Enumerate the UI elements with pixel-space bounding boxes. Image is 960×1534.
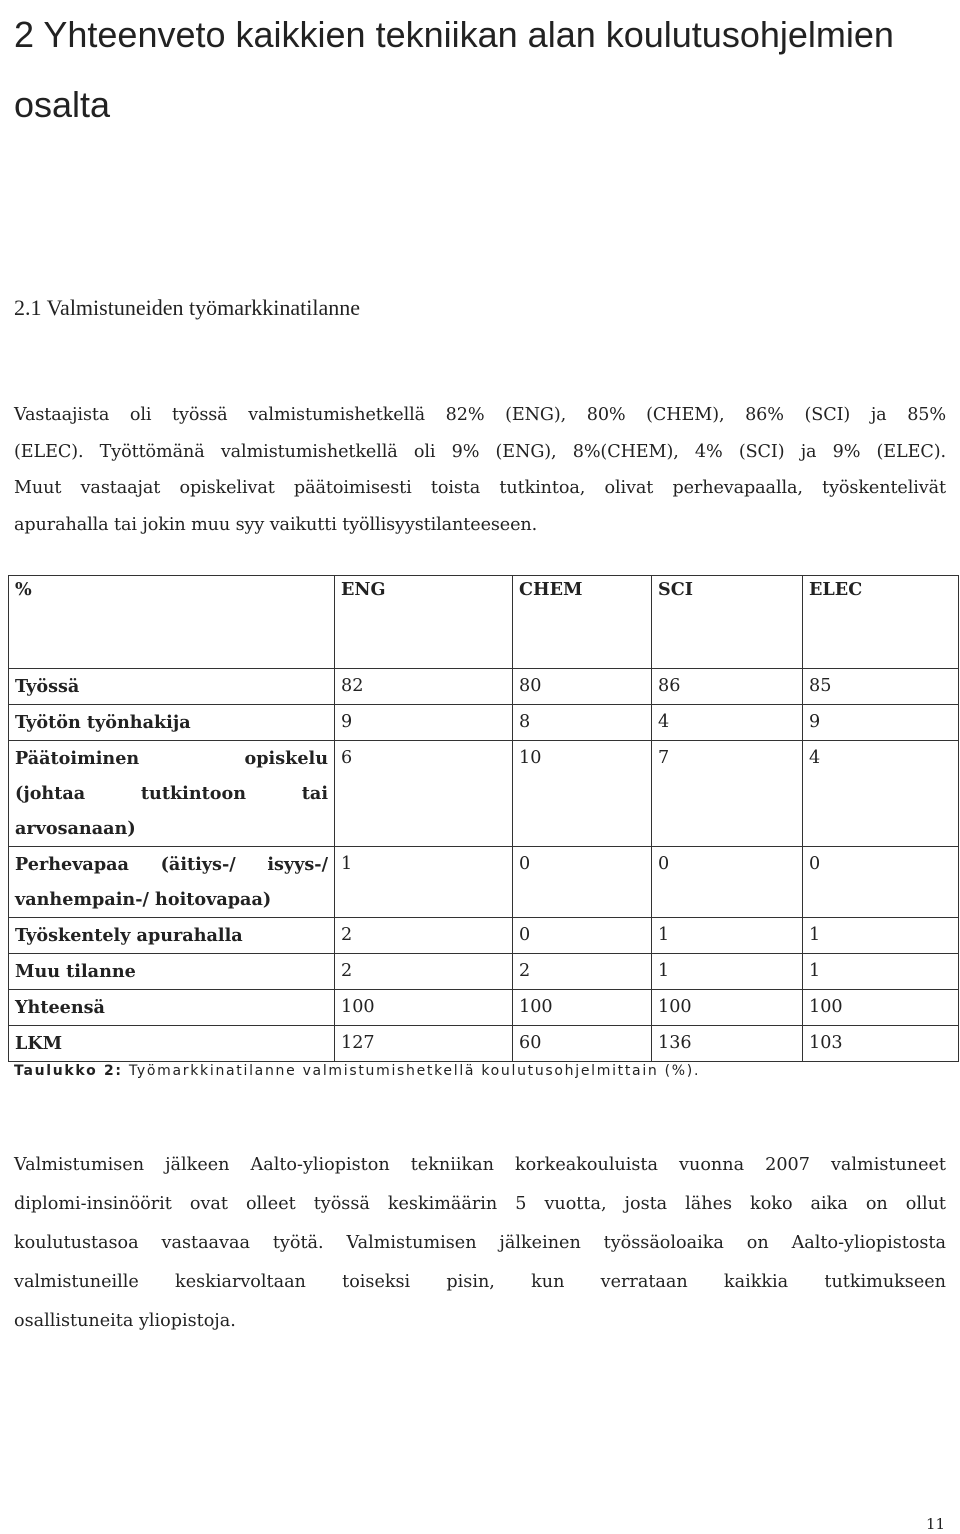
table-cell: 100 (513, 990, 652, 1026)
caption-text: Työmarkkinatilanne valmistumishetkellä koulutusohjelmittain (%). (128, 1063, 701, 1079)
caption-prefix: Taulukko 2: (14, 1063, 123, 1079)
table-cell: 4 (652, 705, 803, 741)
paragraph-line: valmistuneille keskiarvoltaan toiseksi pisin, kun verrataan kaikkia tutkimukseen (14, 1272, 946, 1292)
table-cell: 1 (652, 954, 803, 990)
row-label-line: (johtaa tutkintoon tai (15, 783, 328, 804)
table-cell: 60 (513, 1026, 652, 1062)
table-cell: 8 (513, 705, 652, 741)
table-cell: 82 (335, 669, 513, 705)
column-header-elec: ELEC (803, 576, 959, 669)
row-label: Työssä (9, 669, 335, 705)
table-cell: 100 (335, 990, 513, 1026)
row-label-line: Päätoiminen opiskelu (15, 748, 328, 769)
table-cell: 2 (335, 918, 513, 954)
table-cell: 7 (652, 741, 803, 847)
table-row (9, 705, 959, 741)
table-cell: 136 (652, 1026, 803, 1062)
page-heading (14, 0, 949, 140)
row-label (9, 741, 335, 847)
row-label-line: Perhevapaa (äitiys-/ isyys-/ (15, 854, 328, 875)
paragraph-line: apurahalla tai jokin muu syy vaikutti työllisyystilanteeseen. (14, 514, 538, 535)
heading-line-1: 2 Yhteenveto kaikkien tekniikan alan koulutusohjelmien (14, 14, 894, 55)
row-label-line: vanhempain-/ hoitovapaa) (15, 889, 272, 910)
table-cell: 86 (652, 669, 803, 705)
table-row (9, 918, 959, 954)
table-cell: 100 (652, 990, 803, 1026)
paragraph-work-experience (14, 1146, 946, 1341)
table-cell: 103 (803, 1026, 959, 1062)
table-row (9, 1026, 959, 1062)
row-label-line: arvosanaan) (15, 818, 136, 839)
paragraph-line: Valmistumisen jälkeen Aalto-yliopiston tekniikan korkeakouluista vuonna 2007 valmistuneet (14, 1155, 946, 1175)
paragraph-line: (ELEC). Työttömänä valmistumishetkellä oli 9% (ENG), 8%(CHEM), 4% (SCI) ja 9% (ELEC). (14, 441, 946, 462)
table-cell: 9 (803, 705, 959, 741)
row-label: Työtön työnhakija (9, 705, 335, 741)
heading-line-2: osalta (14, 84, 111, 125)
table-cell: 0 (513, 847, 652, 918)
table-cell: 0 (652, 847, 803, 918)
table-row (9, 847, 959, 918)
page-number: 11 (926, 1515, 946, 1533)
table-row (9, 669, 959, 705)
table-cell: 1 (803, 918, 959, 954)
column-header-chem: CHEM (513, 576, 652, 669)
column-header-sci: SCI (652, 576, 803, 669)
paragraph-employment-summary (14, 397, 946, 543)
row-label (9, 847, 335, 918)
table-cell: 1 (652, 918, 803, 954)
table-row (9, 954, 959, 990)
table-cell: 1 (803, 954, 959, 990)
table-cell: 9 (335, 705, 513, 741)
table-cell: 10 (513, 741, 652, 847)
table-cell: 4 (803, 741, 959, 847)
row-label: Työskentely apurahalla (9, 918, 335, 954)
row-label: Muu tilanne (9, 954, 335, 990)
table-cell: 0 (513, 918, 652, 954)
column-header-eng: ENG (335, 576, 513, 669)
paragraph-line: Vastaajista oli työssä valmistumishetkellä 82% (ENG), 80% (CHEM), 86% (SCI) ja 85% (14, 405, 946, 425)
table-caption (14, 1063, 700, 1079)
employment-status-table (8, 575, 959, 1062)
table-cell: 85 (803, 669, 959, 705)
table-cell: 100 (803, 990, 959, 1026)
paragraph-line: osallistuneita yliopistoja. (14, 1311, 236, 1331)
table-cell: 1 (335, 847, 513, 918)
column-header-percent: % (9, 576, 335, 669)
table-cell: 127 (335, 1026, 513, 1062)
row-label: Yhteensä (9, 990, 335, 1026)
section-subheading: 2.1 Valmistuneiden työmarkkinatilanne (14, 295, 361, 320)
table-cell: 80 (513, 669, 652, 705)
paragraph-line: diplomi-insinöörit ovat olleet työssä keskimäärin 5 vuotta, josta lähes koko aika on ollut (14, 1194, 946, 1214)
table-cell: 0 (803, 847, 959, 918)
paragraph-line: Muut vastaajat opiskelivat päätoimisesti toista tutkintoa, olivat perhevapaalla, työskentelivät (14, 478, 946, 498)
table-row (9, 990, 959, 1026)
table-cell: 2 (513, 954, 652, 990)
row-label: LKM (9, 1026, 335, 1062)
table-cell: 2 (335, 954, 513, 990)
table-row (9, 741, 959, 847)
table-header-row (9, 576, 959, 669)
table-cell: 6 (335, 741, 513, 847)
paragraph-line: koulutustasoa vastaavaa työtä. Valmistumisen jälkeinen työssäoloaika on Aalto-yliopistosta (14, 1233, 946, 1253)
